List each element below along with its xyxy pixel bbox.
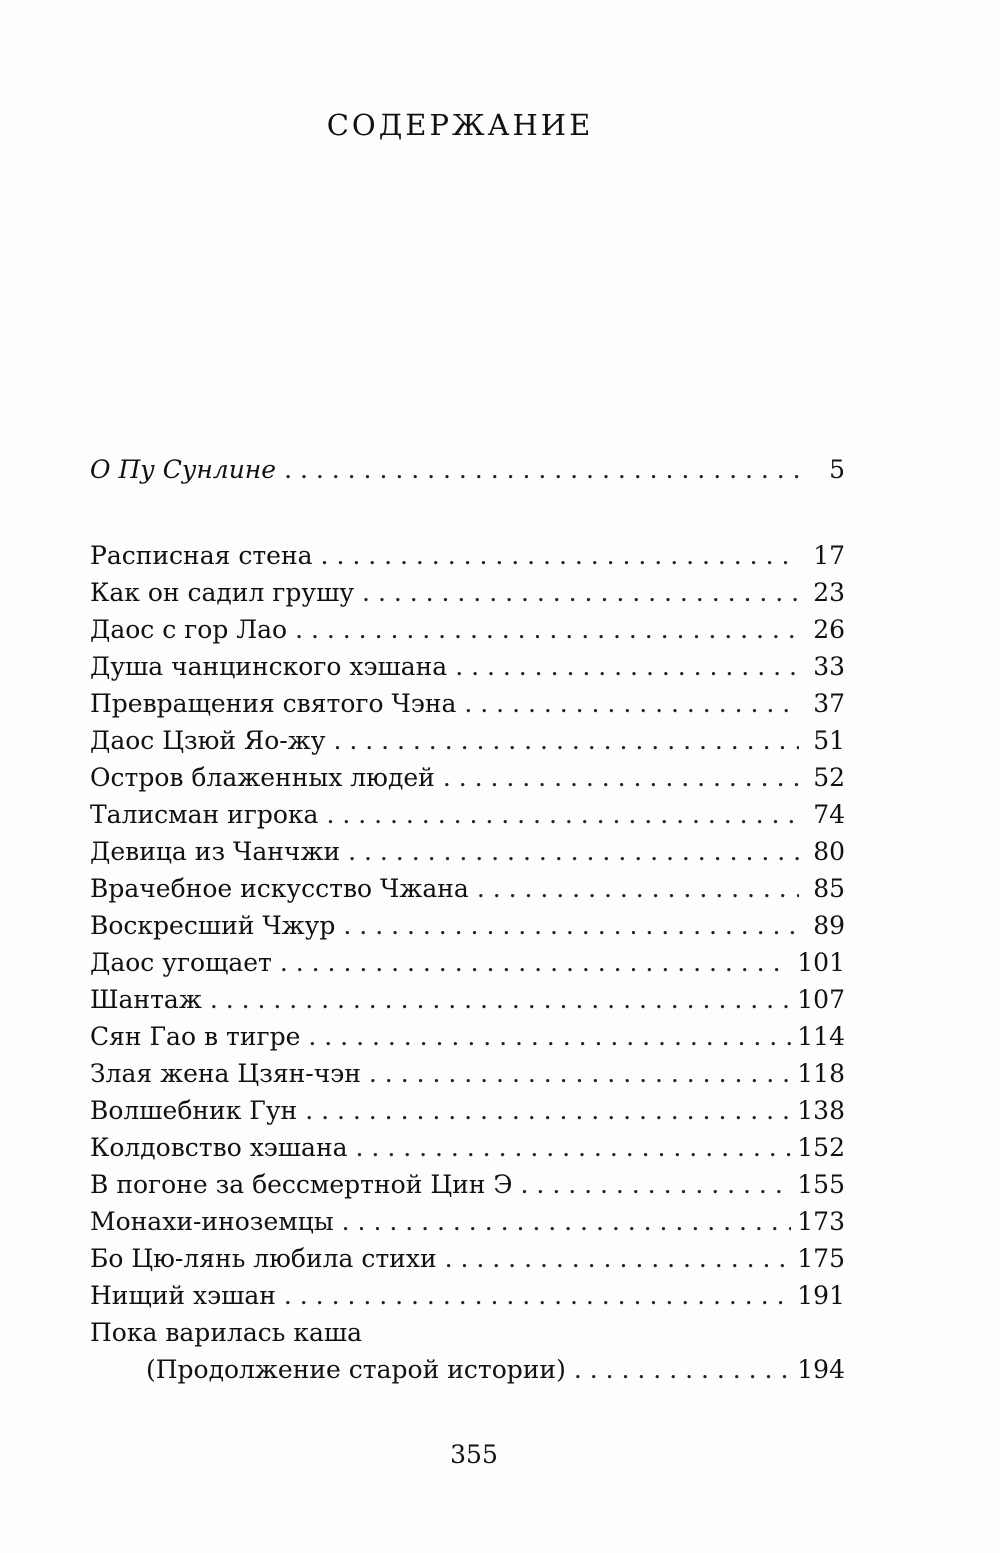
toc-entry-page: 191 xyxy=(797,1281,845,1310)
toc-entry-title: Бо Цю-лянь любила стихи xyxy=(90,1244,437,1273)
toc-entry-title: Даос с гор Лао xyxy=(90,615,288,644)
dot-leader xyxy=(210,981,791,1018)
toc-entry-page: 89 xyxy=(813,911,845,940)
toc-entry-page: 194 xyxy=(797,1355,845,1384)
toc-entry-page: 175 xyxy=(797,1244,845,1273)
toc-entry-title: Воскресший Чжур xyxy=(90,911,336,940)
toc-entry xyxy=(90,833,845,870)
toc-entry xyxy=(90,1277,845,1314)
toc-entry-title: Как он садил грушу xyxy=(90,578,355,607)
toc-entry-page: 51 xyxy=(813,726,845,755)
toc-entry-page: 114 xyxy=(797,1022,845,1051)
toc-entry-title: Шантаж xyxy=(90,985,202,1014)
toc-entry-page: 138 xyxy=(797,1096,845,1125)
toc-entry xyxy=(90,759,845,796)
toc-entry xyxy=(90,722,845,759)
toc-entry xyxy=(90,1240,845,1277)
toc-entry-subtitle: (Продолжение старой истории) xyxy=(146,1355,566,1384)
toc-entry-title: Талисман игрока xyxy=(90,800,319,829)
toc-entry-page: 5 xyxy=(829,455,845,484)
toc-entry xyxy=(90,611,845,648)
toc-entry xyxy=(90,981,845,1018)
dot-leader xyxy=(343,907,799,944)
toc-entry xyxy=(90,1092,845,1129)
toc-entry-title: Пока варилась каша xyxy=(90,1318,362,1347)
toc-entry-title: Превращения святого Чэна xyxy=(90,689,457,718)
dot-leader xyxy=(464,685,799,722)
toc-entry-page: 33 xyxy=(813,652,845,681)
dot-leader xyxy=(280,944,791,981)
dot-leader xyxy=(574,1351,791,1388)
toc-entry-title: Душа чанцинского хэшана xyxy=(90,652,448,681)
toc-entry xyxy=(90,574,845,611)
toc-entry xyxy=(90,537,845,574)
dot-leader xyxy=(321,537,799,574)
toc-entry xyxy=(90,1129,845,1166)
dot-leader xyxy=(477,870,799,907)
toc-entry-page: 80 xyxy=(813,837,845,866)
toc-entry xyxy=(90,1203,845,1240)
toc-entry xyxy=(90,1055,845,1092)
toc-entry xyxy=(90,1166,845,1203)
toc-entry-page: 26 xyxy=(813,615,845,644)
contents-heading: СОДЕРЖАНИЕ xyxy=(326,108,594,142)
dot-leader xyxy=(356,1129,792,1166)
dot-leader xyxy=(521,1166,792,1203)
toc-entry-title: Остров блаженных людей xyxy=(90,763,435,792)
toc-entry-title: Врачебное искусство Чжана xyxy=(90,874,469,903)
toc-entry xyxy=(90,870,845,907)
toc-entry-title: О Пу Сунлине xyxy=(90,455,277,484)
toc-entry xyxy=(90,685,845,722)
dot-leader xyxy=(445,1240,792,1277)
dot-leader xyxy=(342,1203,792,1240)
toc-entry-title: Нищий хэшан xyxy=(90,1281,276,1310)
toc-entry-title: Сян Гао в тигре xyxy=(90,1022,301,1051)
toc-entry-page: 155 xyxy=(797,1170,845,1199)
toc-entry-title: Даос угощает xyxy=(90,948,272,977)
dot-leader xyxy=(305,1092,791,1129)
toc-entries xyxy=(90,537,845,1314)
toc-entry-title: Расписная стена xyxy=(90,541,313,570)
toc-entry-page: 74 xyxy=(813,800,845,829)
toc-entry-page: 37 xyxy=(813,689,845,718)
toc-entry-page: 101 xyxy=(797,948,845,977)
toc-entry-title: Девица из Чанчжи xyxy=(90,837,341,866)
toc-entry-page: 152 xyxy=(797,1133,845,1162)
dot-leader xyxy=(295,611,799,648)
toc-entry-title: Волшебник Гун xyxy=(90,1096,298,1125)
table-of-contents xyxy=(90,451,845,1388)
page-number: 355 xyxy=(450,1440,498,1469)
dot-leader xyxy=(443,759,799,796)
toc-entry-title: Злая жена Цзян-чэн xyxy=(90,1059,361,1088)
toc-entry-page: 107 xyxy=(797,985,845,1014)
dot-leader xyxy=(284,451,799,488)
toc-entry xyxy=(90,648,845,685)
toc-entry-last-line1 xyxy=(90,1314,845,1351)
toc-entry-page: 23 xyxy=(813,578,845,607)
toc-entry xyxy=(90,1018,845,1055)
dot-leader xyxy=(308,1018,791,1055)
toc-entry-page: 85 xyxy=(813,874,845,903)
toc-entry-title: В погоне за бессмертной Цин Э xyxy=(90,1170,513,1199)
dot-leader xyxy=(455,648,799,685)
toc-entry-last-line2 xyxy=(90,1351,845,1388)
toc-entry-title: Даос Цзюй Яо-жу xyxy=(90,726,326,755)
toc-entry-page: 52 xyxy=(813,763,845,792)
dot-leader xyxy=(369,1055,791,1092)
toc-entry-intro xyxy=(90,451,845,488)
toc-entry xyxy=(90,796,845,833)
toc-entry-title: Колдовство хэшана xyxy=(90,1133,348,1162)
toc-entry xyxy=(90,944,845,981)
dot-leader xyxy=(326,796,799,833)
toc-entry-page: 118 xyxy=(797,1059,845,1088)
toc-entry-page: 17 xyxy=(813,541,845,570)
dot-leader xyxy=(333,722,799,759)
dot-leader xyxy=(362,574,799,611)
dot-leader xyxy=(348,833,799,870)
toc-entry-page: 173 xyxy=(797,1207,845,1236)
dot-leader xyxy=(284,1277,791,1314)
toc-entry-title: Монахи-иноземцы xyxy=(90,1207,334,1236)
toc-entry xyxy=(90,907,845,944)
